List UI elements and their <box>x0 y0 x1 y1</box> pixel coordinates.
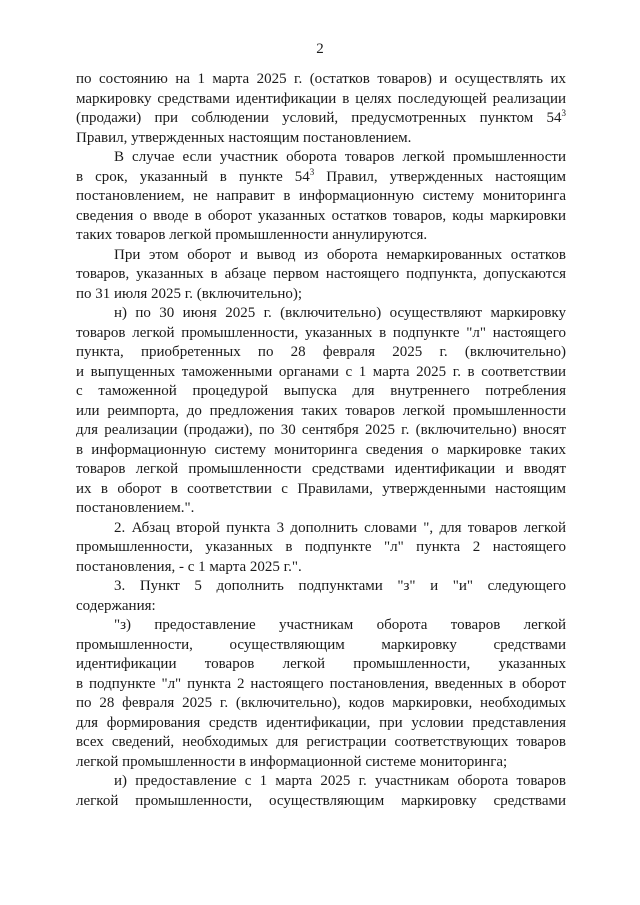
line-text: в срок, указанный в пункте 54 <box>76 168 310 185</box>
line-text: или реимпорта, до предложения таких товаров легкой промышленности <box>76 402 566 419</box>
text-line <box>76 129 566 149</box>
text-line <box>76 363 566 383</box>
line-text: пункта, приобретенных по 28 февраля 2025 г. (включительно) <box>76 344 566 360</box>
line-text: Правил, утвержденных настоящим постановлением. <box>76 129 412 146</box>
text-line <box>76 304 566 324</box>
line-text: товаров легкой промышленности средствами идентификации и вводят <box>76 461 566 477</box>
text-line <box>76 324 566 344</box>
line-text: по 31 июля 2025 г. (включительно); <box>76 285 303 302</box>
line-text: в информационную систему мониторинга сведения о маркировке таких <box>76 441 566 458</box>
line-text: постановлением.". <box>76 500 195 516</box>
text-line <box>76 382 566 402</box>
paragraph <box>76 148 566 246</box>
line-text: сведения о вводе в оборот указанных остатков товаров, коды маркировки <box>76 207 566 224</box>
line-text: содержания: <box>76 597 156 614</box>
line-text: 2. Абзац второй пункта 3 дополнить словами ", для товаров легкой <box>114 519 566 536</box>
text-line <box>76 772 566 792</box>
text-line <box>76 694 566 714</box>
text-line <box>76 558 566 578</box>
line-text: н) по 30 июня 2025 г. (включительно) осуществляют маркировку <box>114 305 566 321</box>
line-text-continued: Правил, утвержденных настоящим <box>314 168 566 185</box>
text-line <box>76 480 566 500</box>
line-text: 3. Пункт 5 дополнить подпунктами "з" и "и" следующего <box>114 578 566 594</box>
superscript: 3 <box>561 108 566 118</box>
text-line <box>76 792 566 812</box>
line-text: с таможенной процедурой выпуска для внутреннего потребления <box>76 383 566 399</box>
paragraph <box>76 616 566 772</box>
line-text: постановлением, не направит в информационную систему мониторинга <box>76 188 566 204</box>
text-line <box>76 597 566 617</box>
superscript: 3 <box>309 166 315 177</box>
text-line <box>76 577 566 597</box>
paragraph <box>76 519 566 578</box>
line-text: по состоянию на 1 марта 2025 г. (остатков товаров) и осуществлять их <box>76 71 566 87</box>
text-line <box>76 109 566 129</box>
text-line <box>76 616 566 636</box>
text-line <box>76 733 566 753</box>
line-text: маркировку средствами идентификации в целях последующей реализации <box>76 90 566 107</box>
text-line <box>76 636 566 656</box>
text-line <box>76 187 566 207</box>
line-text: легкой промышленности, осуществляющим маркировку средствами <box>76 792 566 809</box>
text-line <box>76 460 566 480</box>
line-text: промышленности, указанных в подпункте "л" пункта 2 настоящего <box>76 539 566 555</box>
text-line <box>76 90 566 110</box>
line-text: их в оборот в соответствии с Правилами, утвержденными настоящим <box>76 480 566 497</box>
text-line <box>76 168 566 188</box>
line-text: постановления, - с 1 марта 2025 г.". <box>76 558 302 575</box>
text-line <box>76 265 566 285</box>
paragraph <box>76 577 566 616</box>
line-text: и выпущенных таможенными органами с 1 марта 2025 г. в соответствии <box>76 363 566 380</box>
line-text: промышленности, осуществляющим маркировку средствами <box>76 636 566 653</box>
text-line <box>76 70 566 90</box>
text-line <box>76 148 566 168</box>
line-text: для формирования средств идентификации, при условии представления <box>76 714 566 731</box>
text-line <box>76 655 566 675</box>
text-line <box>76 519 566 539</box>
text-line <box>76 402 566 422</box>
line-text: В случае если участник оборота товаров легкой промышленности <box>114 149 566 165</box>
text-line <box>76 421 566 441</box>
line-text: в подпункте "л" пункта 2 настоящего постановления, введенных в оборот <box>76 675 566 692</box>
text-line <box>76 499 566 519</box>
page-number: 2 <box>316 41 324 57</box>
text-line <box>76 226 566 246</box>
text-line <box>76 714 566 734</box>
document-body <box>76 70 566 811</box>
line-text: (продажи) при соблюдении условий, предусмотренных пунктом 54 <box>76 110 562 126</box>
line-text: товаров, указанных в абзаце первом настоящего подпункта, допускаются <box>76 266 566 282</box>
paragraph <box>76 304 566 519</box>
line-text: идентификации товаров легкой промышленности, указанных <box>76 656 566 672</box>
text-line <box>76 285 566 305</box>
line-text: для реализации (продажи), по 30 сентября 2025 г. (включительно) вносят <box>76 422 566 438</box>
text-line <box>76 207 566 227</box>
paragraph <box>76 70 566 148</box>
text-line <box>76 675 566 695</box>
line-text: и) предоставление с 1 марта 2025 г. участникам оборота товаров <box>114 773 566 789</box>
paragraph <box>76 246 566 305</box>
line-text: товаров легкой промышленности, указанных в подпункте "л" настоящего <box>76 324 566 341</box>
line-text: легкой промышленности в информационной системе мониторинга; <box>76 753 508 770</box>
text-line <box>76 538 566 558</box>
text-line <box>76 343 566 363</box>
paragraph <box>76 772 566 811</box>
text-line <box>76 753 566 773</box>
line-text: "з) предоставление участникам оборота товаров легкой <box>114 617 566 633</box>
line-text: по 28 февраля 2025 г. (включительно), кодов маркировки, необходимых <box>76 695 566 711</box>
line-text: При этом оборот и вывод из оборота немаркированных остатков <box>114 246 566 263</box>
line-text: всех сведений, необходимых для регистрации соответствующих товаров <box>76 734 566 750</box>
text-line <box>76 246 566 266</box>
text-line <box>76 441 566 461</box>
line-text: таких товаров легкой промышленности аннулируются. <box>76 227 428 243</box>
